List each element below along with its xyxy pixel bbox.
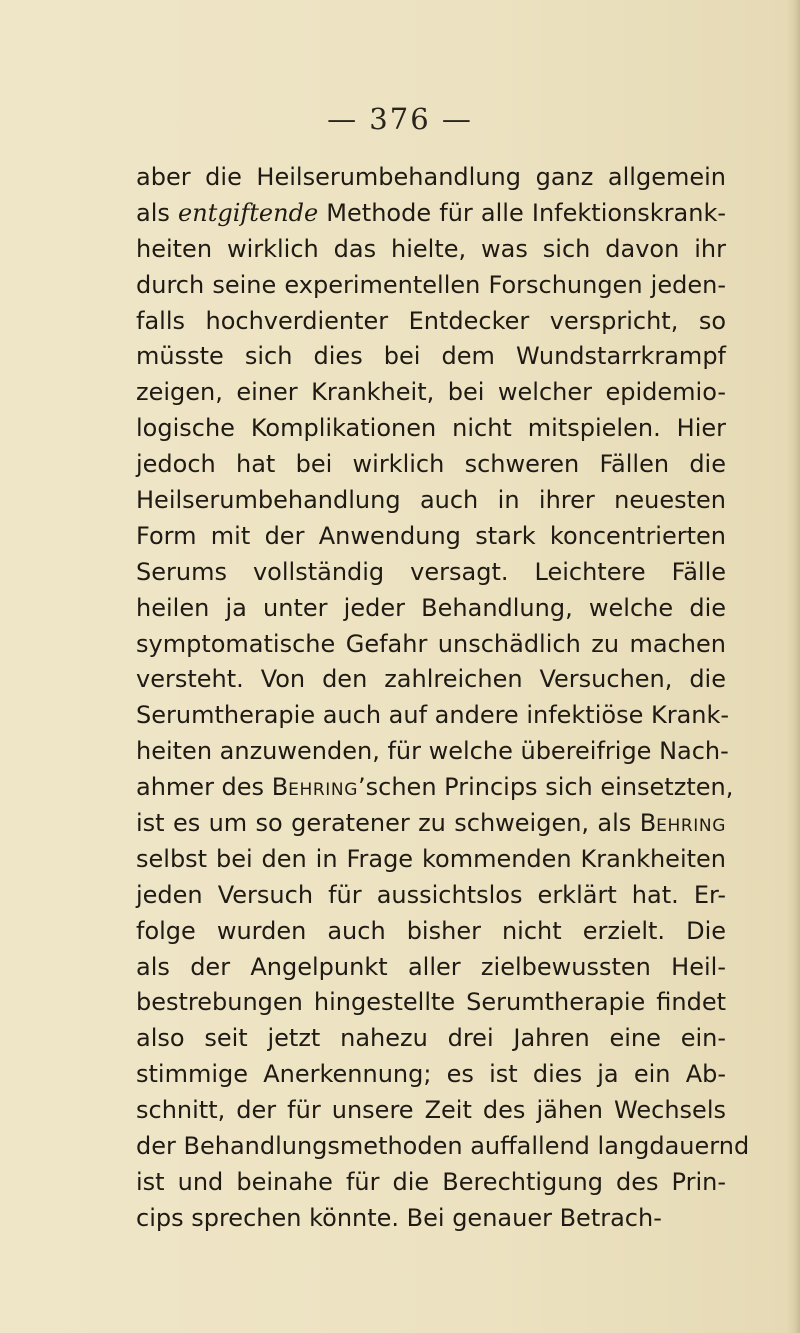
text-line: cips sprechen könnte. Bei genauer Betrach- [136,1203,662,1232]
text-line: symptomatische Gefahr unschädlich zu machen [136,629,726,658]
text-line: heiten anzuwenden, für welche übereifrige Nach- [136,737,729,766]
text-line: als entgiftende Methode für alle Infektionskrank- [136,198,727,227]
page-edge-shadow [786,0,800,1333]
text-line: schnitt, der für unsere Zeit des jähen Wechsels [136,1096,726,1125]
page-number: — 376 — [327,102,473,136]
person-name-caps: BEHRING [639,809,726,838]
text-line: versteht. Von den zahlreichen Versuchen, die [136,665,726,694]
text-line: also seit jetzt nahezu drei Jahren eine ein- [136,1024,726,1053]
text-line: ist es um so geratener zu schweigen, als BEHRING [136,809,726,838]
text-line: falls hochverdienter Entdecker verspricht, so [136,306,726,335]
text-line: der Behandlungsmethoden auffallend langdauernd [136,1132,750,1161]
text-line: Form mit der Anwendung stark koncentrierten [136,521,726,550]
text-line: durch seine experimentellen Forschungen jeden- [136,270,726,299]
italic-term: entgiftende [178,198,319,227]
text-line: Serums vollständig versagt. Leichtere Fälle [136,557,726,586]
text-line: logische Komplikationen nicht mitspielen. Hier [136,414,726,443]
text-line: bestrebungen hingestellte Serumtherapie findet [136,988,726,1017]
person-name-caps: BEHRING [271,773,359,802]
text-line: Heilserumbehandlung auch in ihrer neuesten [136,486,726,515]
text-line: Serumtherapie auch auf andere infektiöse Krank- [136,701,730,730]
text-line: selbst bei den in Frage kommenden Krankheiten [136,844,726,873]
text-line: stimmige Anerkennung; es ist dies ja ein Ab- [136,1060,726,1089]
text-line: ist und beinahe für die Berechtigung des Prin- [136,1167,726,1196]
text-line: als der Angelpunkt aller zielbewussten Heil- [136,952,726,981]
text-line: heilen ja unter jeder Behandlung, welche die [136,593,726,622]
body-text [136,160,750,1237]
text-line: zeigen, einer Krankheit, bei welcher epidemio- [136,378,726,407]
text-line: müsste sich dies bei dem Wundstarrkrampf [136,342,726,371]
text-line: aber die Heilserumbehandlung ganz allgemein [136,163,726,191]
text-line: heiten wirklich das hielte, was sich davon ihr [136,234,726,263]
text-line: jeden Versuch für aussichtslos erklärt hat. Er- [136,880,726,909]
text-line: jedoch hat bei wirklich schweren Fällen die [136,450,726,479]
text-line: ahmer des BEHRING’schen Princips sich einsetzten, [136,773,734,802]
text-line: folge wurden auch bisher nicht erzielt. Die [136,916,726,945]
